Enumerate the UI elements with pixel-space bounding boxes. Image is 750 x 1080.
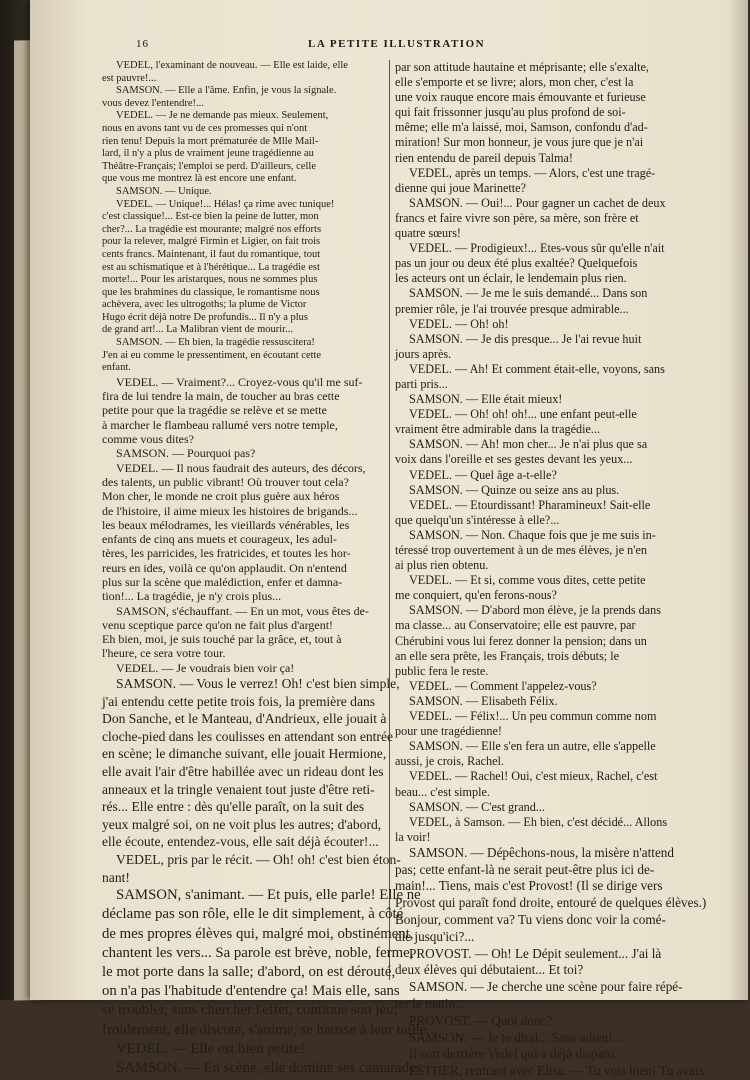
text-line: die jusqu'ici?... — [395, 928, 475, 944]
text-line: VEDEL. — Oh! oh! oh!... une enfant peut-elle — [409, 407, 637, 422]
text-line: Théâtre-Français; l'emploi se perd. D'ailleurs, celle — [102, 160, 316, 172]
text-line: nous en avons tant vu de ces promesses qui n'ont — [102, 122, 308, 134]
text-line: pour la relever, malgré Firmin et Ligier, on fait trois — [102, 236, 321, 248]
text-line: VEDEL. — Elle est bien petite! — [116, 1040, 306, 1057]
text-line: ma classe... au Conservatoire; elle est pauvre, par — [395, 618, 636, 633]
text-line: Chérubini vous lui ferez donner la pension; dans un — [395, 633, 647, 648]
text-line: de mes propres élèves qui, malgré moi, obstinément, — [102, 925, 414, 942]
text-line: SAMSON. — C'est grand... — [409, 799, 545, 814]
text-line: les beaux mélodrames, les vieillards vénérables, les — [102, 517, 350, 532]
text-line: petite pour que la tragédie se relève et se mette — [102, 403, 327, 418]
text-line: SAMSON. — Non. Chaque fois que je me suis in- — [409, 527, 656, 542]
text-line: VEDEL. — Félix!... Un peu commun comme nom — [409, 709, 657, 724]
text-line: PROVOST. — Oh! Le Dépit seulement... J'ai là — [409, 945, 662, 961]
text-line: rien entendu de pareil depuis Talma! — [395, 150, 573, 165]
text-line: SAMSON. — Unique. — [116, 185, 212, 197]
text-line: fira de lui tendre la main, de toucher au bras cette — [102, 389, 340, 404]
text-line: VEDEL. — Il nous faudrait des auteurs, des décors, — [116, 460, 366, 475]
text-line: miration! Sur mon honneur, je vous jure que je n'ai — [395, 135, 644, 150]
text-line: VEDEL. — Prodigieux!... Etes-vous sûr qu'elle n'ait — [409, 241, 665, 256]
text-line: main!... Tiens, mais c'est Provost! (Il se dirige vers — [395, 878, 663, 894]
text-line: ai plus rien obtenu. — [395, 558, 489, 573]
text-line: voix dans l'oreille et ses gestes devant les yeux... — [395, 452, 633, 467]
text-line: téressé trop ouvertement à un de mes élèves, je n'en — [395, 543, 647, 557]
text-line: pas; cette enfant-là ne serait peut-être plus ici de- — [395, 861, 655, 877]
text-column-right — [395, 60, 725, 1080]
text-line: elle avait l'air d'être habillée avec un rideau dont les — [102, 764, 384, 780]
text-line: SAMSON. — Elle s'en fera un autre, elle s'appelle — [409, 739, 656, 754]
text-line: Mon cher, le monde ne croit plus guère aux héros — [102, 489, 340, 504]
text-line: parti pris... — [395, 376, 448, 391]
text-line: Provost qui paraît fond droite, entouré de quelques élèves.) — [395, 895, 707, 911]
text-line: achèvera, avec les ultrogoths; la plume de Victor — [102, 299, 307, 311]
text-line: enfants de cinq ans muets et courageux, les adul- — [102, 532, 337, 547]
text-line: jours après. — [395, 346, 452, 361]
text-line: premier rôle, je l'ai trouvée presque admirable... — [395, 301, 629, 316]
text-line: rien tenu! Depuis la mort prématurée de Mlle Mail- — [102, 135, 319, 147]
page-header — [30, 38, 748, 58]
text-line: une voix rauque encore mais émouvante et furieuse — [395, 90, 646, 105]
text-line: SAMSON, s'échauffant. — En un mot, vous êtes de- — [116, 603, 369, 618]
text-line: SAMSON. — Eh bien, la tragédie ressuscitera! — [116, 337, 315, 349]
text-line: que vous me montrez là est encore une enfant. — [102, 173, 297, 185]
text-line: VEDEL. — Unique!... Hélas! ça rime avec tunique! — [116, 198, 335, 210]
text-line: dienne qui joue Marinette? — [395, 180, 526, 195]
text-line: cher?... La tragédie est mourante; malgré nos efforts — [102, 223, 322, 235]
text-line: francs et faire vivre son père, sa mère, son frère et — [395, 210, 639, 225]
text-line: vraiment être admirable dans la tragédie... — [395, 422, 601, 437]
text-line: tion!... La tragédie, je n'y crois plus... — [102, 589, 282, 604]
text-line: cents francs. Maintenant, il faut du romantique, tout — [102, 248, 321, 260]
text-line: se troubler, sans chercher l'effet, continue son jeu; — [102, 1002, 398, 1019]
text-line: VEDEL. — Oh! oh! — [409, 316, 509, 331]
text-line: que quelqu'un s'intéresse à elle?... — [395, 512, 560, 527]
text-line: VEDEL. — Rachel! Oui, c'est mieux, Rachel, c'est — [409, 769, 658, 784]
text-line: beau... c'est simple. — [395, 784, 490, 799]
text-line: VEDEL. — Je ne demande pas mieux. Seulement, — [116, 110, 329, 122]
text-line: quatre sœurs! — [395, 226, 461, 241]
text-line: Bonjour, comment va? Tu viens donc voir la comé- — [395, 912, 666, 928]
text-line: SAMSON. — Elisabeth Félix. — [409, 693, 558, 708]
text-line: on n'a pas l'habitude d'entendre ça! Mais elle, sans — [102, 983, 400, 1000]
text-line: pour une tragédienne! — [395, 724, 502, 739]
text-line: la voir! — [395, 829, 431, 844]
text-line: VEDEL, à Samson. — Eh bien, c'est décidé... Allons — [409, 814, 668, 829]
text-line: des talents, un public vibrant! Où trouver tout cela? — [102, 474, 349, 489]
text-line: comme vous dites? — [102, 432, 194, 447]
text-line: VEDEL. — Comment l'appelez-vous? — [409, 678, 597, 693]
text-line: SAMSON. — Elle a l'âme. Enfin, je vous la signale. — [116, 85, 337, 97]
text-line: qui fait frissonner jusqu'au plus profond de soi- — [395, 105, 626, 120]
text-line: j'ai entendu cette petite trois fois, la première dans — [102, 693, 376, 709]
text-line: VEDEL. — Etourdissant! Pharamineux! Sait-elle — [409, 497, 651, 512]
text-line: froidement, elle discute, s'anime, se hausse à leur taille... — [102, 1021, 438, 1038]
book-page — [30, 0, 748, 1079]
text-line: yeux malgré soi, on ne voit plus les autres; d'abord, — [102, 816, 382, 832]
text-line: VEDEL. — Vraiment?... Croyez-vous qu'il me suf- — [116, 374, 363, 389]
text-line: aussi, je crois, Rachel. — [395, 754, 504, 769]
text-line: anneaux et la tringle venaient tout juste d'être reti- — [102, 781, 375, 797]
text-line: VEDEL. — Quel âge a-t-elle? — [409, 467, 557, 482]
text-line: chantent les vers... Sa parole est brève, noble, ferme, — [102, 944, 414, 961]
text-line: elle s'emporte et se livre; alors, mon cher, c'est la — [395, 75, 634, 90]
text-line: SAMSON. — D'abord mon élève, je la prends dans — [409, 603, 661, 618]
text-line: Il sort derrière Vedel qui a déjà disparu. — [409, 1046, 618, 1062]
text-line: SAMSON, s'animant. — Et puis, elle parle! Elle ne — [116, 887, 421, 904]
text-line: c'est classique!... Est-ce bien la peine de lutter, mon — [102, 211, 319, 223]
text-line: VEDEL, après un temps. — Alors, c'est une tragé- — [409, 165, 656, 180]
text-line: nant! — [102, 869, 130, 885]
text-line: SAMSON. — Ah! mon cher... Je n'ai plus que sa — [409, 437, 648, 452]
text-line: morte!... Pour les aristarques, nous ne sommes plus — [102, 274, 318, 286]
text-line: SAMSON. — Je cherche une scène pour faire répé- — [409, 979, 683, 995]
text-line: lard, il n'y a plus de vraiment jeune tragédienne au — [102, 148, 314, 160]
text-line: en scène; le dimanche suivant, elle jouait Hermione, — [102, 746, 387, 762]
text-line: par son attitude hautaine et méprisante; elle s'exalte, — [395, 60, 649, 74]
text-line: pas un jour ou deux été plus exaltée? Quelquefois — [395, 256, 638, 271]
text-line: Hugo écrit déjà notre De profundis... Il n'y a plus — [102, 311, 309, 323]
text-line: SAMSON. — Elle était mieux! — [409, 392, 563, 407]
text-line: elle écoute, entendez-vous, elle sait déjà écouter!... — [102, 834, 379, 850]
text-line: que les brahmines du classique, le romantisme nous — [102, 286, 320, 298]
text-line: VEDEL, pris par le récit. — Oh! oh! c'est bien éton- — [116, 852, 401, 868]
text-line: ter le matin... — [395, 996, 465, 1012]
text-line: VEDEL, l'examinant de nouveau. — Elle est laide, elle — [116, 60, 348, 71]
text-line: venu sceptique parce qu'on ne fait plus d'argent! — [102, 617, 334, 632]
text-line: l'heure, ce sera votre tour. — [102, 646, 226, 661]
text-line: Don Sanche, et le Manteau, d'Andrieux, elle jouait à — [102, 711, 387, 727]
text-line: même; elle m'a laissé, moi, Samson, confondu d'ad- — [395, 120, 648, 135]
text-line: plus sur la scène que malédiction, enfer et damna- — [102, 575, 343, 589]
text-line: SAMSON. — Pourquoi pas? — [116, 446, 256, 461]
text-line: SAMSON. — Vous le verrez! Oh! c'est bien simple, — [116, 676, 400, 692]
text-line: Eh bien, moi, je suis touché par la grâce, et, tout à — [102, 632, 342, 647]
text-line: cloche-pied dans les coulisses en attendant son entrée — [102, 728, 394, 744]
text-line: rés... Elle entre : dès qu'elle paraît, on la suit des — [102, 799, 365, 815]
text-line: les acteurs ont un éclair, le lendemain plus rien. — [395, 271, 627, 286]
text-line: vous devez l'entendre!... — [102, 97, 204, 109]
text-line: VEDEL. — Je voudrais bien voir ça! — [116, 660, 295, 675]
text-line: deux élèves qui débutaient... Et toi? — [395, 962, 584, 978]
page-edge-shadow — [728, 0, 748, 1000]
publication-title: LA PETITE ILLUSTRATION — [308, 38, 486, 50]
text-line: de l'histoire, il aime mieux les histoires de brigands... — [102, 503, 358, 518]
text-line: J'en ai eu comme le pressentiment, en écoutant cette — [102, 349, 322, 361]
text-line: de grand art!... La Malibran vient de mourir... — [102, 324, 293, 336]
text-line: VEDEL. — Et si, comme vous dites, cette petite — [409, 573, 646, 588]
text-line: SAMSON. — En scène, elle domine ses camarades — [116, 1060, 422, 1077]
text-line: est au schismatique et à l'hérétique... La tragédie est — [102, 261, 320, 273]
text-line: le mot porte dans la salle; d'abord, on est dérouté, — [102, 964, 396, 981]
text-line: me conquiert, qu'en ferons-nous? — [395, 588, 557, 603]
text-line: SAMSON. — Je te dirai... Sans adieu!... — [409, 1029, 623, 1045]
page-number: 16 — [136, 38, 149, 50]
text-line: public fera le reste. — [395, 663, 489, 678]
text-line: tères, les parricides, les fratricides, et toutes les hor- — [102, 546, 351, 561]
text-line: VEDEL. — Ah! Et comment était-elle, voyons, sans — [409, 361, 665, 376]
text-line: SAMSON. — Quinze ou seize ans au plus. — [409, 482, 620, 497]
text-line: ESTHER, rentrant avec Elisa. — Tu vois bien! Tu avais — [409, 1063, 704, 1079]
text-line: PROVOST. — Quoi donc? — [409, 1012, 553, 1028]
text-line: est pauvre!... — [102, 72, 157, 84]
text-line: SAMSON. — Je dis presque... Je l'ai revue huit — [409, 331, 642, 346]
text-line: an elle sera prête, les Français, trois débuts; le — [395, 648, 620, 663]
text-line: SAMSON. — Je me le suis demandé... Dans son — [409, 286, 648, 301]
text-line: enfant. — [102, 362, 131, 374]
text-line: déclame pas son rôle, elle le dit simplement, à côté — [102, 906, 404, 923]
text-line: SAMSON. — Dépêchons-nous, la misère n'attend — [409, 844, 674, 860]
text-line: SAMSON. — Oui!... Pour gagner un cachet de deux — [409, 195, 666, 210]
text-line: à marcher le flambeau rallumé vers notre temple, — [102, 417, 338, 432]
text-line: reurs en ides, voilà ce qu'on applaudit. On n'entend — [102, 560, 347, 575]
